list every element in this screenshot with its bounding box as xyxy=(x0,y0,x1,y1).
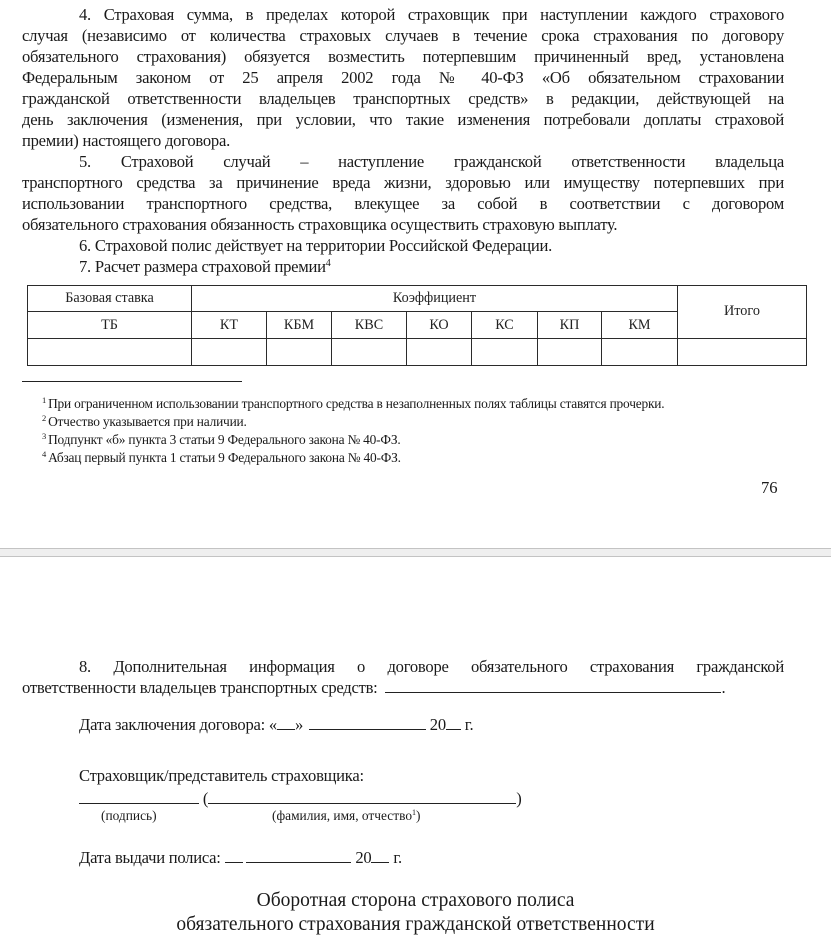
footnote-separator xyxy=(22,381,242,382)
name-caption-text: (фамилия, имя, отчество xyxy=(272,808,413,823)
footnote-1 xyxy=(42,394,664,413)
issue-date-year-field[interactable] xyxy=(371,848,389,863)
cell-total-value[interactable] xyxy=(678,339,807,366)
issue-date-month-field[interactable] xyxy=(246,848,351,863)
paragraph-7 xyxy=(79,256,331,277)
column-ko: КО xyxy=(407,312,472,339)
issue-date-row xyxy=(79,847,402,868)
paragraph-8-period: . xyxy=(721,678,726,697)
footnote-ref-4: 4 xyxy=(325,258,331,269)
cell-kp-value[interactable] xyxy=(538,339,602,366)
issue-date-year-prefix: 20 xyxy=(355,848,372,867)
column-tb: ТБ xyxy=(28,312,192,339)
contract-date-year-suffix: г. xyxy=(464,715,474,734)
paragraph-6: 6. Страховой полис действует на территории Российской Федерации. xyxy=(79,236,553,255)
column-kp: КП xyxy=(538,312,602,339)
signature-caption: (подпись) xyxy=(101,808,157,823)
paragraph-4-line-6: день заключения (изменения, при условии, что такие изменения потребовали доплаты страховой xyxy=(22,110,784,129)
column-ks: КС xyxy=(472,312,538,339)
paragraph-5-line-2: транспортного средства за причинение вреда жизни, здоровью или имуществу потерпевших при xyxy=(22,173,784,192)
issue-date-day-field[interactable] xyxy=(225,848,243,863)
footnote-4-number: 4 xyxy=(42,449,47,459)
paragraph-5-line-3: использовании транспортного средства, влекущее за собой в соответствии с договором xyxy=(22,194,784,213)
name-caption-close: ) xyxy=(416,808,421,823)
name-caption xyxy=(272,808,421,824)
name-caption-footnote-ref: 1 xyxy=(412,808,417,817)
contract-date-month-field[interactable] xyxy=(309,715,426,730)
paragraph-4-line-1: 4. Страховая сумма, в пределах которой страховщик при наступлении каждого страхового xyxy=(79,5,784,24)
footnote-2 xyxy=(42,412,247,431)
column-kvs: КВС xyxy=(332,312,407,339)
insurer-name-field[interactable] xyxy=(208,789,516,804)
paragraph-4-line-4: Федеральным законом от 25 апреля 2002 года № 40-ФЗ «Об обязательном страховании xyxy=(22,68,784,87)
paragraph-8-line-1: 8. Дополнительная информация о договоре обязательного страхования гражданской xyxy=(79,657,784,676)
cell-km-value[interactable] xyxy=(602,339,678,366)
paragraph-5-line-4: обязательного страхования обязанность страховщика осуществить страховую выплату. xyxy=(22,215,618,234)
footnote-2-number: 2 xyxy=(42,413,47,423)
cell-kvs-value[interactable] xyxy=(332,339,407,366)
issue-date-year-suffix: г. xyxy=(393,848,402,867)
contract-date-year-prefix: 20 xyxy=(429,715,446,734)
paragraph-8-line-2 xyxy=(22,677,725,698)
footnote-1-text: При ограниченном использовании транспортного средства в незаполненных полях таблицы ставятся прочерки. xyxy=(48,396,665,411)
contract-date-label: Дата заключения договора: xyxy=(79,715,265,734)
contract-date-quote-open: « xyxy=(268,715,277,734)
back-side-heading-line-2: обязательного страхования гражданской ответственности xyxy=(176,914,655,935)
page-break-gap xyxy=(0,549,831,556)
column-kt: КТ xyxy=(192,312,267,339)
header-total: Итого xyxy=(678,286,807,339)
paragraph-4-line-5: гражданской ответственности владельцев транспортных средств» в редакции, действующей на xyxy=(22,89,784,108)
back-side-heading-line-1: Оборотная сторона страхового полиса xyxy=(256,890,575,911)
cell-ks-value[interactable] xyxy=(472,339,538,366)
additional-info-field[interactable] xyxy=(385,678,721,693)
paragraph-4-line-2: случая (независимо от количества страховых случаев в течение срока страхования по договору xyxy=(22,26,784,45)
contract-date-quote-close: » xyxy=(294,715,303,734)
cell-ko-value[interactable] xyxy=(407,339,472,366)
footnote-3 xyxy=(42,430,400,449)
cell-tb-value[interactable] xyxy=(28,339,192,366)
paragraph-4-line-7: премии) настоящего договора. xyxy=(22,131,230,150)
cell-kbm-value[interactable] xyxy=(267,339,332,366)
header-coefficient: Коэффициент xyxy=(192,286,678,312)
footnote-4 xyxy=(42,448,401,467)
footnote-3-text: Подпункт «б» пункта 3 статьи 9 Федерального закона № 40-ФЗ. xyxy=(48,432,401,447)
name-paren-open: ( xyxy=(202,789,209,808)
page-number: 76 xyxy=(761,478,778,497)
issue-date-label: Дата выдачи полиса: xyxy=(79,848,221,867)
insurer-signature-row xyxy=(79,788,521,809)
contract-date-day-field[interactable] xyxy=(277,715,295,730)
signature-field[interactable] xyxy=(79,789,199,804)
contract-date-row xyxy=(79,714,473,735)
insurer-label: Страховщик/представитель страховщика: xyxy=(79,766,364,785)
header-base-rate: Базовая ставка xyxy=(28,286,192,312)
premium-calculation-table xyxy=(27,285,807,366)
paragraph-4-line-3: обязательного страхования) обязуется возместить потерпевшим причиненный вред, установлена xyxy=(22,47,784,66)
footnote-3-number: 3 xyxy=(42,431,47,441)
paragraph-7-text: 7. Расчет размера страховой премии xyxy=(79,257,326,276)
paragraph-8-line-2-text: ответственности владельцев транспортных средств: xyxy=(22,678,378,697)
cell-kt-value[interactable] xyxy=(192,339,267,366)
page-break-bottom-border xyxy=(0,556,831,557)
footnote-2-text: Отчество указывается при наличии. xyxy=(48,414,247,429)
contract-date-year-field[interactable] xyxy=(446,715,461,730)
column-kbm: КБМ xyxy=(267,312,332,339)
column-km: КМ xyxy=(602,312,678,339)
footnote-4-text: Абзац первый пункта 1 статьи 9 Федерального закона № 40-ФЗ. xyxy=(48,450,401,465)
name-paren-close: ) xyxy=(516,789,522,808)
paragraph-5-line-1: 5. Страховой случай – наступление гражданской ответственности владельца xyxy=(79,152,784,171)
footnote-1-number: 1 xyxy=(42,395,47,405)
